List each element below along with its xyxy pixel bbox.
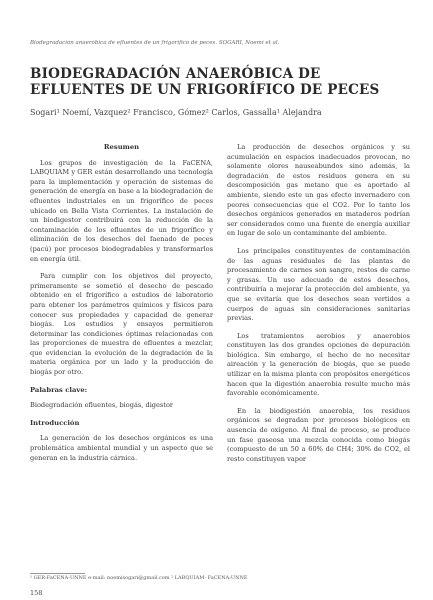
footnote: ¹ GER-FaCENA-UNNE e-mail: noemisogari@gmail.com ² LABQUIAM- FaCENA-UNNE: [30, 575, 248, 581]
body-paragraph-2: Los principales constituyentes de contaminación de las aguas residuales de las plantas de procesamiento de carnes son sangre, restos de carne y grasas. Un uso adecuado de estos desechos, contribuiría a mejorar la protección del ambiente, ya que se evitaría que los desechos sean vertidos a cuerpos de aguas sin consideraciones sanitarias previas.: [227, 246, 410, 323]
running-header: Biodegradación anaeróbica de efluentes de un frigorífico de peces. SOGARI, Noemí et al.: [30, 40, 280, 46]
abstract-paragraph-1: Los grupos de investigación de la FaCENA, LABQUIAM y GER están desarrollando una tecnología para la implementación y operación de sistemas de generación de energía en base a la biodegradación de efluentes industriales en un frigorífico de peces ubicado en Bella Vista Corrientes. La instalación de un biodigestor contribuirá con la reducción de la contaminación de los efluentes de un frigorífico y eliminación de los desechos del faenado de peces (pacú) por procesos biodegradables y transformarlos en energía útil.: [30, 158, 213, 263]
author-list: Sogari¹ Noemí, Vazquez² Francisco, Gómez² Carlos, Gassalla¹ Alejandra: [30, 108, 322, 117]
introduction-heading: Introducción: [30, 418, 80, 427]
body-paragraph-1: La producción de desechos orgánicos y su acumulación en espacios inadecuados provocan, no solamente olores nauseabundos sino además, la degradación de estos residuos genera en su descomposición gas metano que es aportado al ambiente, siendo este un gas efecto invernadero con peores consecuencias que el CO2. Por lo tanto los desechos orgánicos generados en mataderos podrían ser considerados como una fuente de energía auxiliar en lugar de solo un contaminante del ambiente.: [227, 143, 410, 238]
article-title: BIODEGRADACIÓN ANAERÓBICA DE EFLUENTES DE UN FRIGORÍFICO DE PECES: [30, 66, 380, 98]
keywords-heading: Palabras clave:: [30, 385, 88, 394]
body-paragraph-4: En la biodigestión anaerobia, los residuos orgánicos se degradan por procesos biológicos en ausencia de oxígeno. Al final de proceso, se produce un fase gaseosa una mezcla conocida como biogás (compuesto de un 50 a 60% de CH4; 30% de CO2, el resto constituyen vapor: [227, 406, 410, 463]
abstract-heading: Resumen: [103, 143, 140, 151]
abstract-paragraph-2: Para cumplir con los objetivos del proyecto, primeramente se sometió el desecho de pescado obtenido en el frigorífico a estudios de laboratorio para obtener los parámetros químicos y físicos para conocer sus propiedades y capacidad de generar biogás. Los estudios y ensayos permitieron determinar las condiciones óptimas relacionadas con las proporciones de muestra de efluentes a mezclar, que evidencian la evolución de la degradación de la materia orgánica por un lado y la producción de biogás por otro.: [30, 272, 213, 377]
footnote-divider: [30, 573, 85, 574]
introduction-paragraph-1: La generación de los desechos orgánicos es una problemática ambiental mundial y un aspecto que se generan en la industria cárnica.: [30, 434, 213, 462]
right-column: [227, 143, 410, 472]
keywords-text: Biodegradación efluentes, biogás, digestor: [30, 401, 174, 410]
page-number: 158: [30, 589, 43, 597]
body-paragraph-3: Los tratamientos aerobios y anaerobios constituyen las dos grandes opciones de depuración biológica. Sin embargo, el hecho de no necesitar aireación y la generación de biogás, que se puede utilizar en la misma planta con propósitos energéticos hacen que la digestión anaerobia resulte mucho más favorable económicamente.: [227, 331, 410, 398]
left-column: [30, 143, 213, 471]
